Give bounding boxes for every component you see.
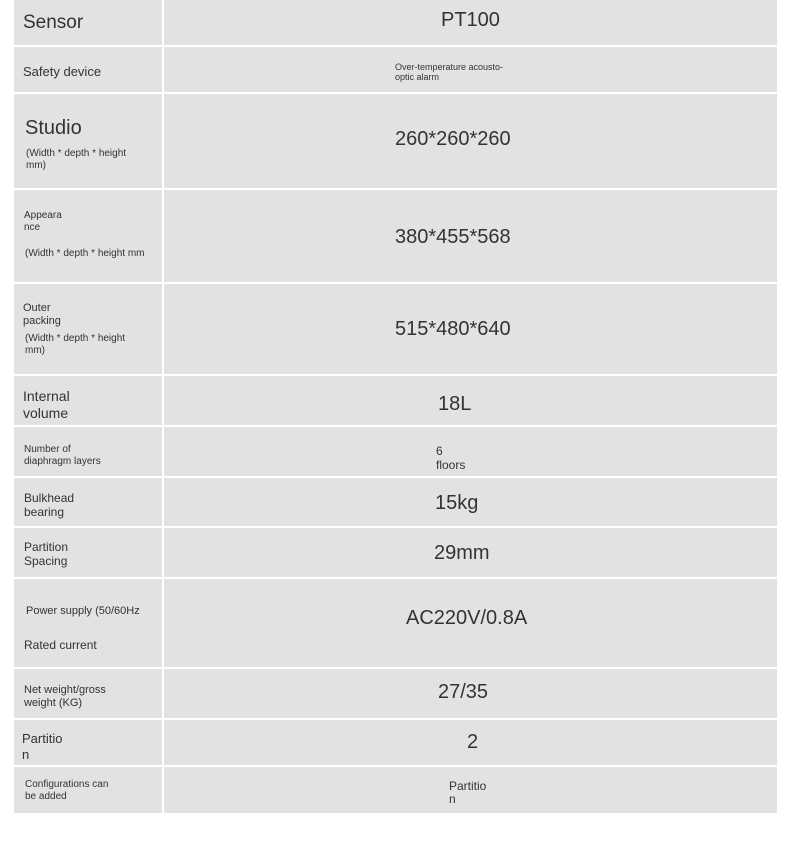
row-value-cell <box>164 669 777 718</box>
row-label: Safety device <box>23 64 102 79</box>
row-label: Outer packing <box>23 302 61 327</box>
row-label-cell <box>14 284 162 374</box>
row-label-cell <box>14 427 162 476</box>
row-label: Partition Spacing <box>24 540 69 568</box>
row-label: Sensor <box>23 12 84 33</box>
row-value: 29mm <box>434 542 490 564</box>
table-row <box>14 376 777 425</box>
row-sublabel: (Width * depth * height mm) <box>25 333 126 356</box>
table-row <box>14 0 777 45</box>
table-row <box>14 579 777 667</box>
row-value-cell <box>164 47 777 92</box>
row-label-cell <box>14 190 162 282</box>
row-label: Internal volume <box>23 388 70 421</box>
row-sublabel: (Width * depth * height mm) <box>26 148 127 171</box>
table-row <box>14 669 777 718</box>
row-value-cell <box>164 284 777 374</box>
row-label: Appeara nce <box>24 210 62 233</box>
row-value-cell <box>164 94 777 188</box>
table-row <box>14 190 777 282</box>
table-row <box>14 427 777 476</box>
table-row <box>14 528 777 577</box>
table-row <box>14 720 777 765</box>
row-value: 27/35 <box>438 681 489 703</box>
row-label: Net weight/gross weight (KG) <box>24 684 106 709</box>
row-value-cell <box>164 427 777 476</box>
row-label-cell <box>14 579 162 667</box>
row-value-cell <box>164 0 777 45</box>
row-label-cell <box>14 94 162 188</box>
row-label: Power supply (50/60Hz <box>26 605 140 617</box>
table-row <box>14 47 777 92</box>
row-label: Studio <box>25 117 82 139</box>
row-value: PT100 <box>441 9 500 31</box>
row-value-cell <box>164 190 777 282</box>
row-value: AC220V/0.8A <box>406 607 528 629</box>
row-label: Bulkhead bearing <box>24 491 75 519</box>
row-label-cell <box>14 720 162 765</box>
row-value-cell <box>164 767 777 813</box>
row-value: Over-temperature acousto- optic alarm <box>395 62 504 83</box>
row-value: 380*455*568 <box>395 226 511 248</box>
row-label: Partitio n <box>22 731 63 762</box>
row-label-cell <box>14 528 162 577</box>
row-label-cell <box>14 0 162 45</box>
row-value-cell <box>164 528 777 577</box>
row-value: 260*260*260 <box>395 128 511 150</box>
row-label-cell <box>14 47 162 92</box>
row-value: 515*480*640 <box>395 318 511 340</box>
row-sublabel: (Width * depth * height mm <box>25 248 145 259</box>
table-row <box>14 478 777 526</box>
row-label: Number of diaphragm layers <box>24 444 101 467</box>
table-row <box>14 767 777 813</box>
table-row <box>14 284 777 374</box>
row-label: Configurations can be added <box>25 779 109 802</box>
row-label-cell <box>14 669 162 718</box>
row-value-cell <box>164 579 777 667</box>
row-value-cell <box>164 478 777 526</box>
row-label-cell <box>14 376 162 425</box>
row-label-cell <box>14 767 162 813</box>
row-value: 18L <box>438 393 472 415</box>
table-row <box>14 94 777 188</box>
row-value: 2 <box>467 731 479 753</box>
row-value: 15kg <box>435 492 479 514</box>
row-value-cell <box>164 720 777 765</box>
row-value: Partitio n <box>449 779 487 807</box>
row-sublabel: Rated current <box>24 638 97 652</box>
row-value-cell <box>164 376 777 425</box>
row-label-cell <box>14 478 162 526</box>
row-value: 6 floors <box>436 444 466 473</box>
